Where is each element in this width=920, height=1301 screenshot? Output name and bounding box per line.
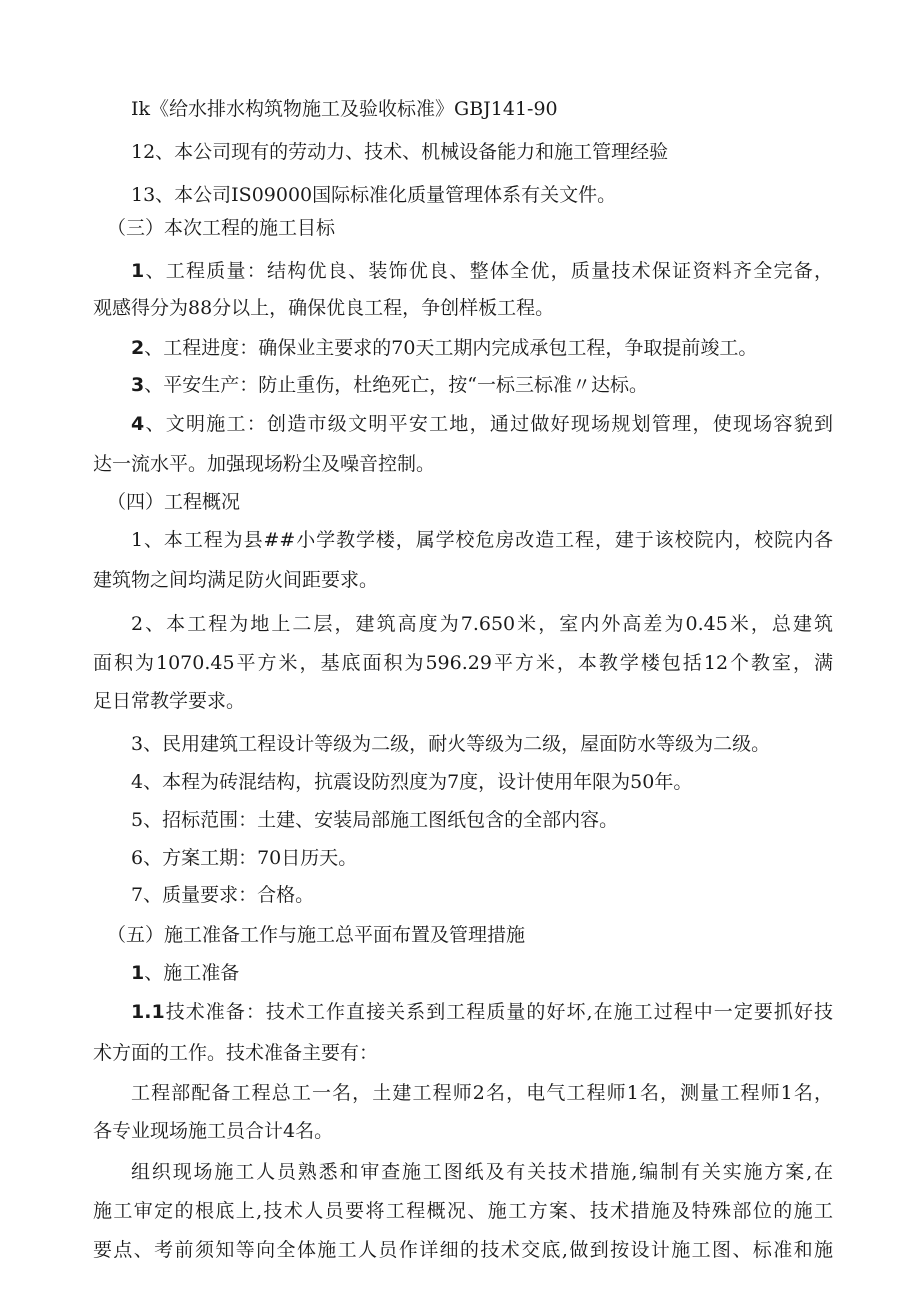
organization-paragraph: 组织现场施工人员熟悉和审查施工图纸及有关技术措施,编制有关实施方案,在 [131,1161,833,1183]
reference-item-13: 13、本公司IS09000国际标准化质量管理体系有关文件。 [131,184,617,206]
goal-item-civilized [131,412,833,436]
goal-text: 、文明施工：创造市级文明平安工地，通过做好现场规划管理，使现场容貌到 [144,413,833,435]
overview-item-1-cont: 建筑物之间均满足防火间距要求。 [93,569,379,591]
organization-paragraph-cont: 施工审定的根底上,技术人员要将工程概况、施工方案、技术措施及特殊部位的施工 [93,1200,833,1222]
reference-item-11: Ik《给水排水构筑物施工及验收标准》GBJ141-90 [131,98,558,120]
goal-number: 4 [131,413,145,435]
organization-paragraph-cont2: 要点、考前须知等向全体施工人员作详细的技术交底,做到按设计施工图、标准和施 [93,1239,833,1261]
goal-text: 、平安生产：防止重伤，杜绝死亡，按“一标三标准〃达标。 [144,374,648,396]
goal-item-safety [131,373,833,397]
goal-number: 3 [131,374,145,396]
goal-item-quality-cont: 观感得分为88分以上，确保优良工程，争创样板工程。 [93,297,555,319]
overview-item-6: 6、方案工期：70日历天。 [131,847,358,869]
overview-item-1: 1、本工程为县##小学教学楼，属学校危房改造工程，建于该校院内，校院内各 [131,529,833,551]
subsection-title: 、施工准备 [144,962,240,984]
section-heading-preparation: （五）施工准备工作与施工总平面布置及管理措施 [107,924,526,946]
tech-prep-paragraph [131,1000,833,1024]
subsection-number: 1 [131,962,145,984]
reference-item-12: 12、本公司现有的劳动力、技术、机械设备能力和施工管理经验 [131,141,669,163]
overview-item-4: 4、本程为砖混结构，抗震设防烈度为7度，设计使用年限为50年。 [131,771,693,793]
section-heading-goals: （三）本次工程的施工目标 [107,217,336,239]
overview-item-2-cont: 面积为1070.45平方米，基底面积为596.29平方米，本教学楼包括12个教室，满 [93,652,833,674]
subsection-heading-preparation [131,961,833,985]
staffing-paragraph-cont: 各专业现场施工员合计4名。 [93,1120,334,1142]
overview-item-3: 3、民用建筑工程设计等级为二级，耐火等级为二级，屋面防水等级为二级。 [131,733,771,755]
overview-item-7: 7、质量要求：合格。 [131,884,315,906]
goal-item-civilized-cont: 达一流水平。加强现场粉尘及噪音控制。 [93,453,436,475]
goal-item-quality [131,259,833,283]
overview-item-2: 2、本工程为地上二层，建筑高度为7.650米，室内外高差为0.45米，总建筑 [131,613,833,635]
overview-item-2-cont2: 足日常教学要求。 [93,690,246,712]
goal-number: 2 [131,337,145,359]
goal-text: 、工程质量：结构优良、装饰优良、整体全优，质量技术保证资料齐全完备， [144,260,833,282]
section-heading-overview: （四）工程概况 [107,491,241,513]
goal-number: 1 [131,260,145,282]
tech-prep-paragraph-cont: 术方面的工作。技术准备主要有： [93,1042,379,1064]
subsection-number: 1.1 [131,1001,165,1023]
goal-item-schedule [131,336,833,360]
staffing-paragraph: 工程部配备工程总工一名，土建工程师2名，电气工程师1名，测量工程师1名， [131,1082,833,1104]
goal-text: 、工程进度：确保业主要求的70天工期内完成承包工程，争取提前竣工。 [144,337,758,359]
overview-item-5: 5、招标范围：土建、安装局部施工图纸包含的全部内容。 [131,809,619,831]
tech-prep-text: 技术准备：技术工作直接关系到工程质量的好坏,在施工过程中一定要抓好技 [164,1001,833,1023]
